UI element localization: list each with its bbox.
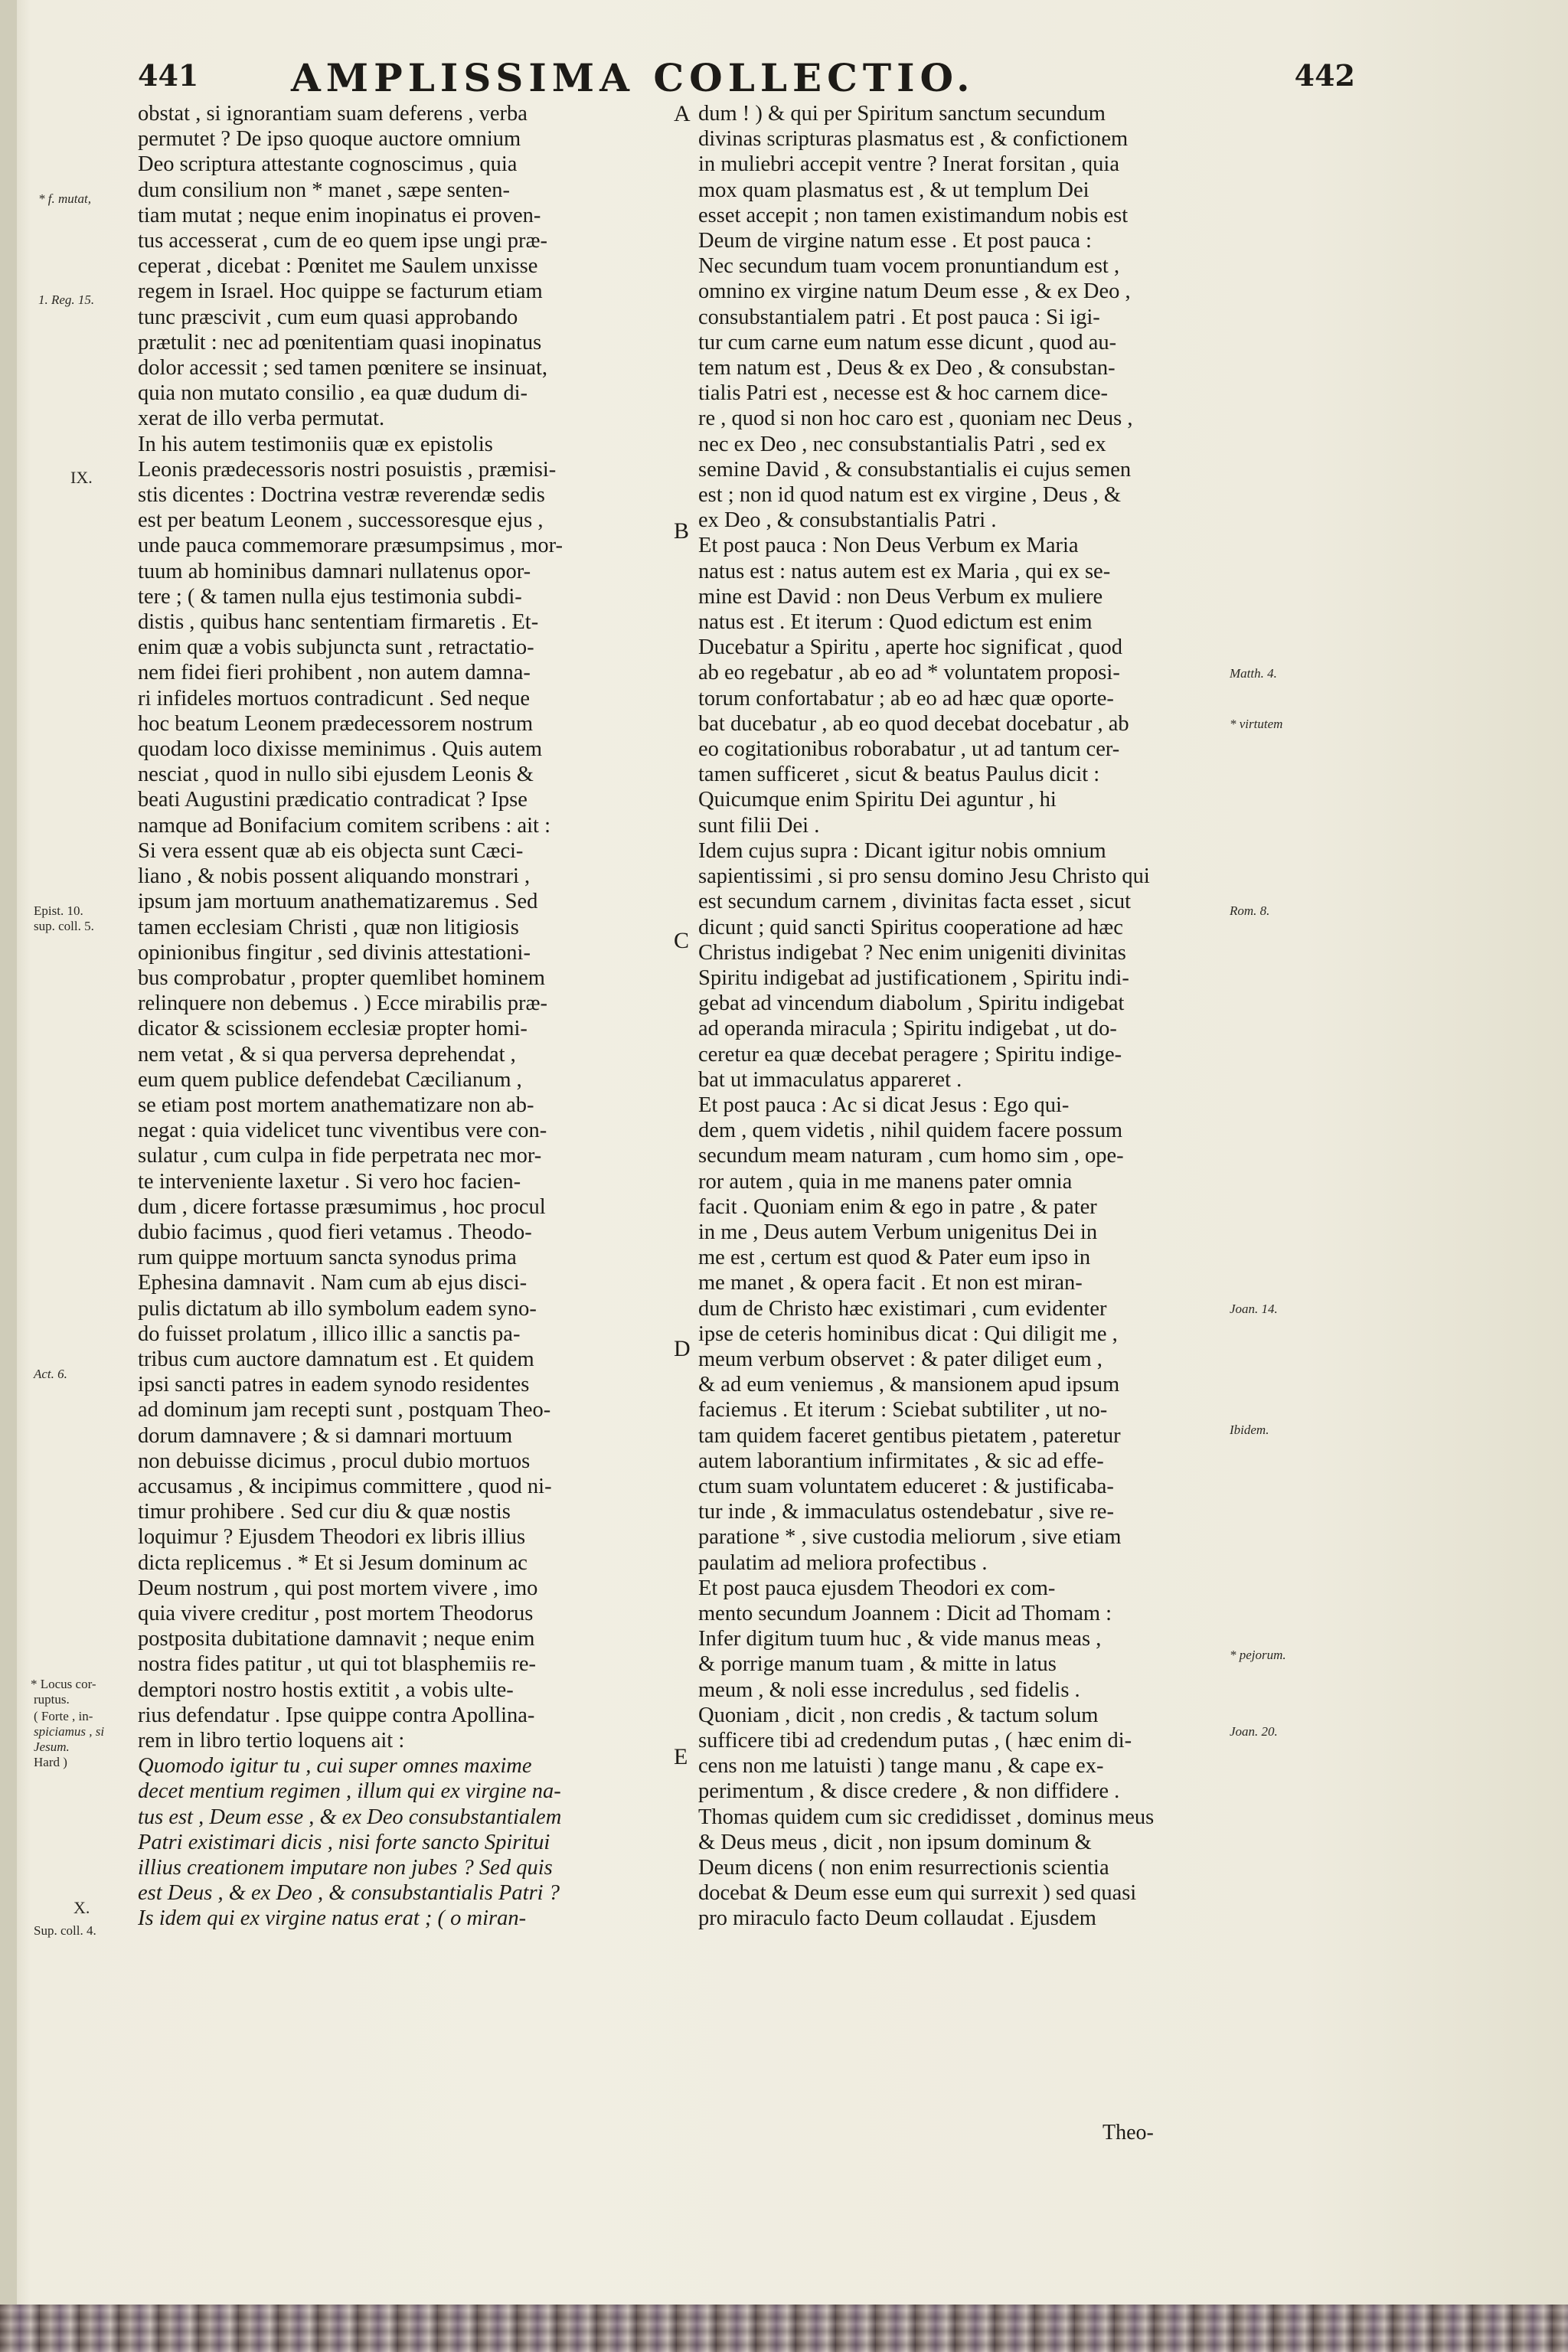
text-line: Is idem qui ex virgine natus erat ; ( o miran- [138, 1906, 527, 1931]
text-line: cens non me latuisti ) tange manu , & cape ex- [698, 1754, 1104, 1779]
text-line: eum quem publice defendebat Cæcilianum , [138, 1067, 522, 1092]
text-line: dum de Christo hæc existimari , cum evidenter [698, 1296, 1107, 1321]
text-line: sulatur , cum culpa in fide perpetrata nec mor- [138, 1144, 542, 1168]
text-line: est secundum carnem , divinitas facta esset , sicut [698, 890, 1132, 914]
section-letter-a: A [674, 101, 691, 126]
text-line: torum confortabatur ; ab eo ad hæc quæ oporte- [698, 686, 1114, 710]
text-line: natus est . Et iterum : Quod edictum est enim [698, 610, 1093, 635]
text-line: quia vivere creditur , post mortem Theodorus [138, 1601, 534, 1625]
margin-note-sup-coll: sup. coll. 5. [34, 919, 94, 933]
text-line: dum ! ) & qui per Spiritum sanctum secundum [698, 102, 1106, 126]
text-line: bat ducebatur , ab eo quod decebat docebatur , ab [698, 711, 1129, 736]
text-line: accusamus , & incipimus committere , quod ni- [138, 1474, 552, 1498]
margin-note-locus-2: ruptus. [34, 1692, 70, 1707]
text-line: hoc beatum Leonem prædecessorem nostrum [138, 711, 534, 736]
text-line: omnino ex virgine natum Deum esse , & ex Deo , [698, 279, 1131, 304]
text-line: permutet ? De ipso quoque auctore omnium [138, 127, 521, 152]
text-line: rum quippe mortuum sancta synodus prima [138, 1246, 517, 1270]
right-text-column [698, 101, 1227, 1932]
running-title: AMPLISSIMA COLLECTIO. [291, 55, 975, 100]
text-line: perimentum , & disce credere , & non diffidere . [698, 1779, 1120, 1804]
text-line: distis , quibus hanc sententiam firmaretis . Et- [138, 610, 539, 635]
text-line: dum consilium non * manet , sæpe senten- [138, 178, 511, 202]
text-line: obstat , si ignorantiam suam deferens , verba [138, 102, 528, 126]
text-line: nem fidei fieri prohibent , non autem damna- [138, 661, 531, 685]
margin-note-rom: Rom. 8. [1230, 903, 1270, 918]
text-line: dolor accessit ; sed tamen pœnitere se insinuat, [138, 356, 548, 381]
text-line: postposita dubitatione damnavit ; neque enim [138, 1627, 535, 1651]
text-line: facit . Quoniam enim & ego in patre , & pater [698, 1194, 1097, 1219]
text-line: meum verbum observet : & pater diliget eum , [698, 1347, 1102, 1371]
background-texture [0, 2305, 1568, 2352]
text-line: Quicumque enim Spiritu Dei aguntur , hi [698, 788, 1057, 812]
text-line: negat : quia videlicet tunc viventibus vere con- [138, 1119, 547, 1143]
text-line: tamen sufficeret , sicut & beatus Paulus dicit : [698, 763, 1100, 787]
text-line: tiam mutat ; neque enim inopinatus ei proven- [138, 203, 541, 227]
text-line: timur prohibere . Sed cur diu & quæ nostis [138, 1500, 511, 1524]
margin-note-locus-5: Jesum. [34, 1740, 70, 1754]
margin-note-virtutem: * virtutem [1230, 717, 1283, 731]
text-line: Nec secundum tuam vocem pronuntiandum est , [698, 254, 1120, 279]
margin-note-mutat: * f. mutat, [38, 191, 91, 206]
text-line: tem natum est , Deus & ex Deo , & consubstan- [698, 356, 1116, 381]
margin-note-act: Act. 6. [34, 1367, 67, 1381]
text-line: Et post pauca : Non Deus Verbum ex Maria [698, 534, 1079, 558]
text-line: sapientissimi , si pro sensu domino Jesu Christo qui [698, 864, 1150, 889]
margin-note-matth: Matth. 4. [1230, 666, 1277, 681]
text-line: Idem cujus supra : Dicant igitur nobis omnium [698, 838, 1106, 863]
section-letter-c: C [674, 928, 690, 953]
text-line: Deum de virgine natum esse . Et post pauca : [698, 229, 1092, 253]
section-number-ix: IX. [70, 468, 93, 487]
text-line: faciemus . Et iterum : Sciebat subtiliter , ut no- [698, 1398, 1108, 1423]
text-line: Spiritu indigebat ad justificationem , Spiritu indi- [698, 965, 1129, 990]
text-line: tur inde , & immaculatus ostendebatur , sive re- [698, 1500, 1114, 1524]
text-line: sunt filii Dei . [698, 813, 820, 838]
text-line: consubstantialem patri . Et post pauca : Si igi- [698, 305, 1100, 329]
text-line: dicator & scissionem ecclesiæ propter homi- [138, 1017, 528, 1041]
text-line: Christus indigebat ? Nec enim unigeniti divinitas [698, 940, 1126, 965]
section-number-x: X. [74, 1898, 90, 1917]
text-line: liano , & nobis possent aliquando monstrari , [138, 864, 531, 889]
margin-note-ibidem: Ibidem. [1230, 1423, 1269, 1437]
text-line: est Deus , & ex Deo , & consubstantialis Patri ? [138, 1881, 560, 1906]
text-line: Patri existimari dicis , nisi forte sancto Spiritui [138, 1830, 550, 1854]
catchword: Theo- [1102, 2121, 1154, 2145]
text-line: namque ad Bonifacium comitem scribens : ait : [138, 813, 550, 838]
text-line: Thomas quidem cum sic credidisset , dominus meus [698, 1805, 1155, 1829]
text-line: ror autem , quia in me manens pater omnia [698, 1169, 1073, 1194]
text-line: se etiam post mortem anathematizare non ab- [138, 1093, 534, 1117]
text-line: dubio facimus , quod fieri vetamus . Theodo- [138, 1220, 532, 1244]
text-line: tunc præscivit , cum eum quasi approbando [138, 305, 518, 329]
text-line: ad dominum jam recepti sunt , postquam Theo- [138, 1398, 551, 1423]
text-line: in muliebri accepit ventre ? Inerat forsitan , quia [698, 152, 1119, 177]
text-line: nec ex Deo , nec consubstantialis Patri , sed ex [698, 432, 1106, 456]
margin-note-joan-20: Joan. 20. [1230, 1724, 1278, 1739]
text-line: esset accepit ; non tamen existimandum nobis est [698, 203, 1129, 227]
text-line: dum , dicere fortasse præsumimus , hoc procul [138, 1194, 546, 1219]
section-letter-d: D [674, 1336, 691, 1361]
text-line: tus est , Deum esse , & ex Deo consubstantialem [138, 1805, 562, 1829]
margin-note-epist: Epist. 10. [34, 903, 83, 918]
text-line: tamen ecclesiam Christi , quæ non litigiosis [138, 915, 519, 939]
text-line: In his autem testimoniis quæ ex epistolis [138, 432, 493, 456]
text-line: meum , & noli esse incredulus , sed fidelis . [698, 1677, 1080, 1702]
text-line: semine David , & consubstantialis ei cujus semen [698, 457, 1132, 482]
text-line: quia non mutato consilio , ea quæ dudum di- [138, 381, 528, 406]
text-line: beati Augustini prædicatio contradicat ? Ipse [138, 788, 528, 812]
text-line: re , quod si non hoc caro est , quoniam nec Deus , [698, 407, 1133, 431]
text-line: Et post pauca : Ac si dicat Jesus : Ego qui- [698, 1093, 1070, 1117]
text-line: regem in Israel. Hoc quippe se facturum etiam [138, 279, 543, 304]
margin-note-sup-coll-4: Sup. coll. 4. [34, 1923, 96, 1938]
text-line: dem , quem videtis , nihil quidem facere possum [698, 1119, 1123, 1143]
text-line: loquimur ? Ejusdem Theodori ex libris illius [138, 1525, 526, 1550]
section-letter-b: B [674, 518, 690, 544]
text-line: ri infideles mortuos contradicunt . Sed neque [138, 686, 531, 710]
text-line: eo cogitationibus roborabatur , ut ad tantum cer- [698, 737, 1120, 762]
section-letter-e: E [674, 1744, 688, 1769]
text-line: me manet , & opera facit . Et non est miran- [698, 1271, 1083, 1295]
text-line: ipsi sancti patres in eadem synodo residentes [138, 1373, 530, 1397]
text-line: mine est David : non Deus Verbum ex muliere [698, 584, 1103, 609]
text-line: pro miraculo facto Deum collaudat . Ejusdem [698, 1906, 1096, 1931]
margin-note-reg: 1. Reg. 15. [38, 292, 95, 307]
text-line: nesciat , quod in nullo sibi ejusdem Leonis & [138, 763, 534, 787]
text-line: do fuisset prolatum , illico illic a sanctis pa- [138, 1321, 521, 1346]
text-line: Ephesina damnavit . Nam cum ab ejus disci- [138, 1271, 528, 1295]
text-line: ipsum jam mortuum anathematizaremus . Sed [138, 890, 538, 914]
text-line: enim quæ a vobis subjuncta sunt , retractatio- [138, 635, 534, 660]
text-line: decet mentium regimen , illum qui ex virgine na- [138, 1779, 561, 1804]
text-line: nostra fides patitur , ut qui tot blasphemiis re- [138, 1652, 537, 1677]
text-line: in me , Deus autem Verbum unigenitus Dei in [698, 1220, 1098, 1244]
text-line: mox quam plasmatus est , & ut templum Dei [698, 178, 1089, 202]
text-line: sufficere tibi ad credendum putas , ( hæc enim di- [698, 1729, 1132, 1753]
text-line: relinquere non debemus . ) Ecce mirabilis præ- [138, 991, 547, 1016]
page-gutter [0, 0, 17, 2305]
text-line: bat ut immaculatus appareret . [698, 1067, 962, 1092]
text-line: dicta replicemus . * Et si Jesum dominum ac [138, 1550, 528, 1575]
text-line: autem laborantium infirmitates , & sic ad effe- [698, 1449, 1104, 1473]
text-line: dicunt ; quid sancti Spiritus cooperatione ad hæc [698, 915, 1123, 939]
text-line: bus comprobatur , propter quemlibet hominem [138, 965, 545, 990]
text-line: prætulit : nec ad pœnitentiam quasi inopinatus [138, 330, 542, 354]
margin-note-pejorum: * pejorum. [1230, 1648, 1286, 1662]
text-line: unde pauca commemorare præsumpsimus , mor- [138, 534, 564, 558]
text-line: pulis dictatum ab illo symbolum eadem syno- [138, 1296, 537, 1321]
text-line: natus est : natus autem est ex Maria , qui ex se- [698, 559, 1111, 583]
left-text-column [138, 101, 674, 1932]
text-line: & porrige manum tuam , & mitte in latus [698, 1652, 1057, 1677]
text-line: tialis Patri est , necesse est & hoc carnem dice- [698, 381, 1108, 406]
text-line: Infer digitum tuum huc , & vide manus meas , [698, 1627, 1102, 1651]
text-line: tuum ab hominibus damnari nullatenus opor- [138, 559, 531, 583]
margin-note-locus-3: ( Forte , in- [34, 1709, 93, 1723]
margin-note-locus-6: Hard ) [34, 1755, 67, 1769]
text-line: opinionibus fingitur , sed divinis attestationi- [138, 940, 531, 965]
text-line: ad operanda miracula ; Spiritu indigebat , ut do- [698, 1017, 1117, 1041]
text-line: tere ; ( & tamen nulla ejus testimonia subdi- [138, 584, 522, 609]
text-line: ceperat , dicebat : Pœnitet me Saulem unxisse [138, 254, 538, 279]
text-line: docebat & Deum esse eum qui surrexit ) sed quasi [698, 1881, 1137, 1906]
margin-note-joan-14: Joan. 14. [1230, 1302, 1278, 1316]
page-number-right: 442 [1294, 58, 1355, 93]
text-line: est per beatum Leonem , successoresque ejus , [138, 508, 544, 533]
text-line: stis dicentes : Doctrina vestræ reverendæ sedis [138, 483, 545, 508]
text-line: Ducebatur a Spiritu , aperte hoc significat , quod [698, 635, 1122, 660]
text-line: xerat de illo verba permutat. [138, 407, 385, 431]
margin-note-locus-1: * Locus cor- [31, 1677, 96, 1691]
text-line: quodam loco dixisse meminimus . Quis autem [138, 737, 542, 762]
text-line: ipse de ceteris hominibus dicat : Qui diligit me , [698, 1321, 1118, 1346]
text-line: tur cum carne eum natum esse dicunt , quod au- [698, 330, 1117, 354]
text-line: Et post pauca ejusdem Theodori ex com- [698, 1576, 1056, 1600]
text-line: me est , certum est quod & Pater eum ipso in [698, 1246, 1091, 1270]
text-line: paulatim ad meliora profectibus . [698, 1550, 988, 1575]
text-line: secundum meam naturam , cum homo sim , ope- [698, 1144, 1124, 1168]
text-line: dorum damnavere ; & si damnari mortuum [138, 1423, 513, 1448]
text-line: ceretur ea quæ decebat peragere ; Spiritu indige- [698, 1042, 1122, 1067]
text-line: te interveniente laxetur . Si vero hoc facien- [138, 1169, 521, 1194]
text-line: non debuisse dicimus , procul dubio mortuos [138, 1449, 531, 1473]
text-line: nem vetat , & si qua perversa deprehendat , [138, 1042, 516, 1067]
text-line: Quoniam , dicit , non credis , & tactum solum [698, 1703, 1099, 1727]
text-line: rius defendatur . Ipse quippe contra Apollina- [138, 1703, 535, 1727]
text-line: est ; non id quod natum est ex virgine , Deus , & [698, 483, 1121, 508]
text-line: ctum suam voluntatem educeret : & justificaba- [698, 1474, 1114, 1498]
text-line: Deo scriptura attestante cognoscimus , quia [138, 152, 518, 177]
text-line: divinas scripturas plasmatus est , & confictionem [698, 127, 1129, 152]
text-line: tus accesserat , cum de eo quem ipse ungi præ- [138, 229, 548, 253]
text-line: illius creationem imputare non jubes ? Sed quis [138, 1856, 553, 1880]
text-line: & ad eum veniemus , & mansionem apud ipsum [698, 1373, 1120, 1397]
page-number-left: 441 [138, 58, 199, 93]
text-line: rem in libro tertio loquens ait : [138, 1729, 405, 1753]
margin-note-locus-4: spiciamus , si [34, 1724, 105, 1739]
text-line: Si vera essent quæ ab eis objecta sunt Cæci- [138, 838, 524, 863]
text-line: mento secundum Joannem : Dicit ad Thomam : [698, 1601, 1112, 1625]
text-line: demptori nostro hostis extitit , a vobis ulte- [138, 1677, 514, 1702]
text-line: Leonis prædecessoris nostri posuistis , præmisi- [138, 457, 557, 482]
text-line: Quomodo igitur tu , cui super omnes maxime [138, 1754, 532, 1779]
text-line: tribus cum auctore damnatum est . Et quidem [138, 1347, 534, 1371]
text-line: ab eo regebatur , ab eo ad * voluntatem proposi- [698, 661, 1120, 685]
text-line: Deum nostrum , qui post mortem vivere , imo [138, 1576, 538, 1600]
text-line: Deum dicens ( non enim resurrectionis scientia [698, 1856, 1109, 1880]
text-line: tam quidem faceret gentibus pietatem , pateretur [698, 1423, 1121, 1448]
text-line: ex Deo , & consubstantialis Patri . [698, 508, 997, 533]
text-line: paratione * , sive custodia meliorum , sive etiam [698, 1525, 1122, 1550]
text-line: & Deus meus , dicit , non ipsum dominum & [698, 1830, 1092, 1854]
text-line: gebat ad vincendum diabolum , Spiritu indigebat [698, 991, 1125, 1016]
